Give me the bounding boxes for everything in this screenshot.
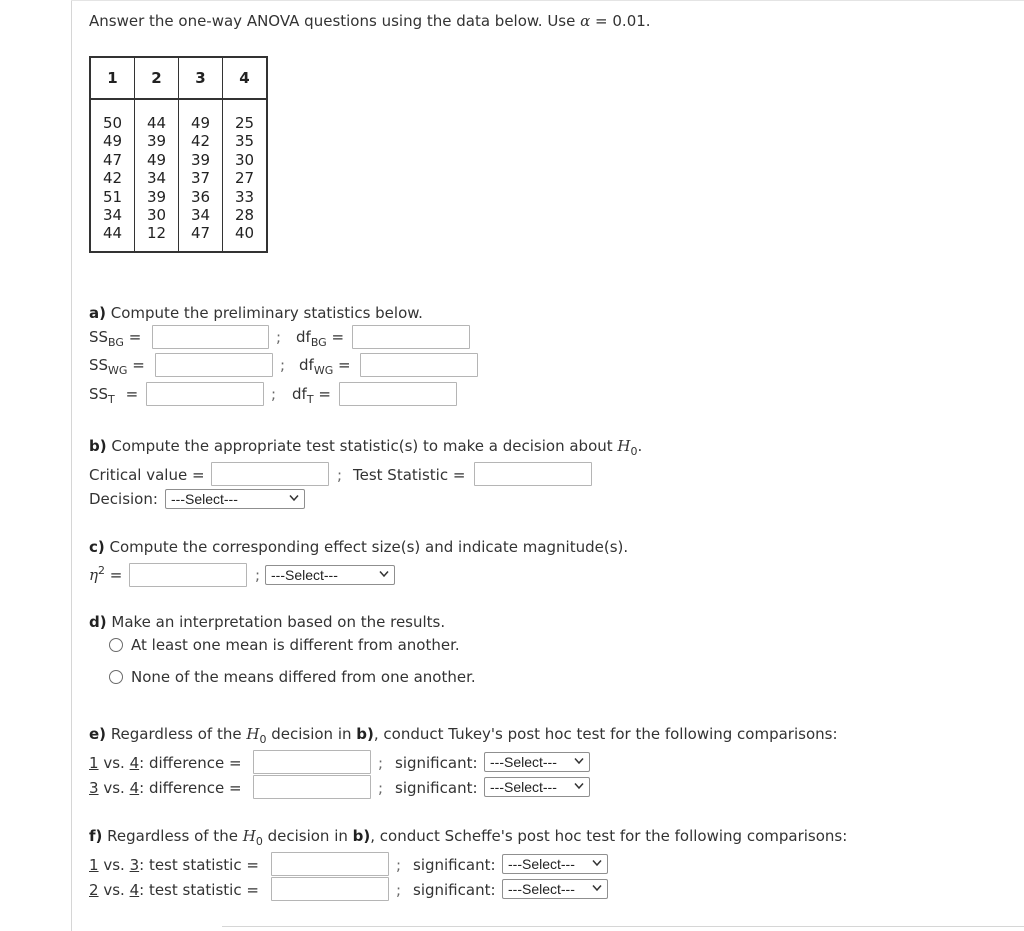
scheffe-row-1-label (89, 855, 259, 875)
separator: ; (280, 356, 286, 374)
ss-sub: WG (108, 364, 128, 377)
equals: = (331, 328, 345, 346)
alpha-symbol: α (580, 12, 591, 30)
vs: vs. (103, 881, 125, 899)
table-cell: 47 (102, 150, 123, 169)
test-statistic-label: : test statistic = (139, 856, 259, 874)
part-f-letter: f) (89, 827, 103, 845)
table-column-2 (135, 99, 179, 252)
separator: ; (337, 466, 343, 484)
separator: ; (396, 856, 402, 874)
part-f-title-pre: Regardless of the (107, 827, 238, 845)
scheffe-row-1-statistic-input[interactable] (271, 852, 389, 876)
part-e-title-post: , conduct Tukey's post hoc test for the following comparisons: (373, 725, 838, 743)
df-sub: WG (313, 364, 334, 377)
decision-label: Decision: (89, 490, 158, 508)
test-statistic-label: : test statistic = (139, 881, 259, 899)
ss-sub: BG (108, 336, 124, 349)
group-a: 1 (89, 856, 99, 874)
group-a: 3 (89, 779, 99, 797)
part-c-letter: c) (89, 538, 105, 556)
df-t-label (292, 384, 331, 404)
table-cell: 39 (190, 150, 211, 169)
equals: = (132, 356, 145, 374)
h0-sub: 0 (259, 733, 267, 746)
select-value: ---Select--- (171, 491, 238, 507)
select-value: ---Select--- (508, 881, 575, 897)
table-cell: 44 (102, 224, 123, 243)
chevron-down-icon (592, 859, 602, 867)
table-cell: 51 (102, 187, 123, 206)
separator: ; (378, 779, 384, 797)
vs: vs. (103, 856, 125, 874)
part-e-title-mid: decision in (271, 725, 352, 743)
table-cell: 47 (190, 224, 211, 243)
ss-wg-label (89, 355, 145, 375)
table-cell: 27 (234, 169, 255, 188)
tukey-row-1-difference-input[interactable] (253, 750, 371, 774)
group-b: 4 (129, 779, 140, 797)
select-value: ---Select--- (490, 754, 557, 770)
chevron-down-icon (574, 782, 584, 790)
column-header-3: 3 (179, 57, 223, 99)
equals: = (338, 356, 351, 374)
tukey-row-2-significant-select[interactable] (484, 777, 590, 797)
table-cell: 35 (234, 132, 255, 151)
df-label: df (299, 356, 314, 374)
difference-label: : difference = (139, 779, 242, 797)
table-cell: 36 (190, 187, 211, 206)
equals: = (109, 566, 123, 584)
table-cell: 34 (102, 205, 123, 224)
table-cell: 42 (102, 169, 123, 188)
group-a: 2 (89, 881, 99, 899)
vs: vs. (103, 754, 125, 772)
df-bg-input[interactable] (352, 325, 470, 349)
table-cell: 40 (234, 224, 255, 243)
alpha-value: = 0.01. (595, 12, 651, 30)
table-cell: 39 (146, 187, 167, 206)
separator: ; (276, 328, 282, 346)
part-c-title: Compute the corresponding effect size(s) and indicate magnitude(s). (109, 538, 629, 556)
tukey-row-2-difference-input[interactable] (253, 775, 371, 799)
part-e-title-pre: Regardless of the (110, 725, 242, 743)
part-a-letter: a) (89, 304, 106, 322)
group-b: 4 (129, 754, 140, 772)
ss-bg-label (89, 327, 141, 347)
column-header-1: 1 (90, 57, 135, 99)
part-e-letter: e) (89, 725, 107, 743)
eta-symbol: η (89, 566, 98, 584)
column-header-4: 4 (223, 57, 268, 99)
table-cell: 30 (146, 205, 167, 224)
decision-select[interactable] (165, 489, 305, 509)
part-d-heading (89, 612, 445, 632)
chevron-down-icon (592, 884, 602, 892)
option-label-none: None of the means differed from one another. (131, 668, 476, 686)
part-d-letter: d) (89, 613, 107, 631)
eta-sup: 2 (98, 564, 105, 577)
part-b-reference: b) (352, 827, 371, 845)
table-cell: 39 (146, 132, 167, 151)
content-frame-top-border (71, 0, 1024, 1)
h0-sub: 0 (255, 835, 263, 848)
df-sub: T (306, 393, 314, 406)
table-column-1 (90, 99, 135, 252)
equals: = (128, 328, 142, 346)
ss-label: SS (89, 328, 109, 346)
scheffe-row-2-statistic-input[interactable] (271, 877, 389, 901)
equals: = (125, 385, 139, 403)
tukey-row-2-label (89, 778, 242, 798)
column-header-2: 2 (135, 57, 179, 99)
df-label: df (296, 328, 311, 346)
part-d-title: Make an interpretation based on the results. (111, 613, 446, 631)
significant-label: significant: (395, 779, 478, 797)
ss-t-input[interactable] (146, 382, 264, 406)
tukey-row-1-significant-select[interactable] (484, 752, 590, 772)
ss-label: SS (89, 356, 109, 374)
table-cell: 49 (146, 150, 167, 169)
table-cell: 42 (190, 132, 211, 151)
ss-bg-input[interactable] (152, 325, 269, 349)
significant-label: significant: (413, 856, 496, 874)
df-bg-label (296, 327, 344, 347)
scheffe-row-1-significant-select[interactable] (502, 854, 608, 874)
df-label: df (292, 385, 307, 403)
radio-option-none[interactable] (109, 670, 123, 684)
select-value: ---Select--- (490, 779, 557, 795)
group-a: 1 (89, 754, 99, 772)
separator: ; (255, 566, 261, 584)
part-b-title: Compute the appropriate test statistic(s) to make a decision about (111, 437, 613, 455)
difference-label: : difference = (139, 754, 242, 772)
content-frame-bottom-border (222, 926, 1024, 927)
df-t-input[interactable] (339, 382, 457, 406)
part-f-title-mid: decision in (267, 827, 348, 845)
scheffe-row-2-label (89, 880, 259, 900)
tukey-row-1-label (89, 753, 242, 773)
intro-text: Answer the one-way ANOVA questions using the data below. Use (89, 12, 576, 30)
table-cell: 37 (190, 169, 211, 188)
table-column-3 (179, 99, 223, 252)
part-b-heading (89, 436, 642, 456)
significant-label: significant: (413, 881, 496, 899)
group-b: 4 (129, 881, 140, 899)
select-value: ---Select--- (271, 567, 338, 583)
vs: vs. (103, 779, 125, 797)
h0-sub: 0 (630, 445, 638, 458)
select-value: ---Select--- (508, 856, 575, 872)
group-b: 3 (129, 856, 140, 874)
test-statistic-input[interactable] (474, 462, 592, 486)
ss-label: SS (89, 385, 109, 403)
option-label-different: At least one mean is different from another. (131, 636, 460, 654)
part-e-heading (89, 724, 838, 744)
part-b-reference: b) (356, 725, 374, 743)
test-statistic-label: Test Statistic = (353, 466, 466, 484)
separator: ; (396, 881, 402, 899)
table-cell: 44 (146, 114, 167, 132)
critical-value-input[interactable] (211, 462, 329, 486)
equals: = (318, 385, 331, 403)
table-cell: 50 (102, 114, 123, 132)
df-sub: BG (310, 336, 327, 349)
ss-t-label (89, 384, 138, 404)
chevron-down-icon (379, 570, 389, 578)
table-cell: 30 (234, 150, 255, 169)
significant-label: significant: (395, 754, 478, 772)
part-a-title: Compute the preliminary statistics below. (110, 304, 423, 322)
separator: ; (271, 385, 277, 403)
df-wg-input[interactable] (360, 353, 478, 377)
table-cell: 33 (234, 187, 255, 206)
table-cell: 34 (146, 169, 167, 188)
eta-squared-input[interactable] (129, 563, 247, 587)
chevron-down-icon (289, 494, 299, 502)
table-cell: 49 (102, 132, 123, 151)
table-cell: 12 (146, 224, 167, 243)
chevron-down-icon (574, 757, 584, 765)
content-frame-left-border (71, 0, 72, 931)
scheffe-row-2-significant-select[interactable] (502, 879, 608, 899)
magnitude-select[interactable] (265, 565, 395, 585)
table-data-row (90, 99, 267, 252)
ss-wg-input[interactable] (155, 353, 273, 377)
data-table (89, 56, 268, 253)
h0-symbol: H (246, 725, 260, 743)
table-header-row (90, 57, 267, 99)
table-cell: 34 (190, 205, 211, 224)
table-column-4 (223, 99, 268, 252)
period: . (637, 437, 643, 455)
part-f-title-post: , conduct Scheffe's post hoc test for the following comparisons: (370, 827, 848, 845)
question-intro (89, 11, 651, 31)
h0-symbol: H (242, 827, 256, 845)
part-b-letter: b) (89, 437, 107, 455)
df-wg-label (299, 355, 351, 375)
h0-symbol: H (617, 437, 631, 455)
part-a-heading (89, 303, 423, 323)
separator: ; (378, 754, 384, 772)
critical-value-label: Critical value = (89, 466, 205, 484)
radio-option-different[interactable] (109, 638, 123, 652)
ss-sub: T (108, 393, 115, 406)
part-f-heading (89, 826, 847, 846)
eta-squared-label (89, 565, 122, 585)
table-cell: 28 (234, 205, 255, 224)
part-c-heading (89, 537, 628, 557)
table-cell: 25 (234, 114, 255, 132)
table-cell: 49 (190, 114, 211, 132)
